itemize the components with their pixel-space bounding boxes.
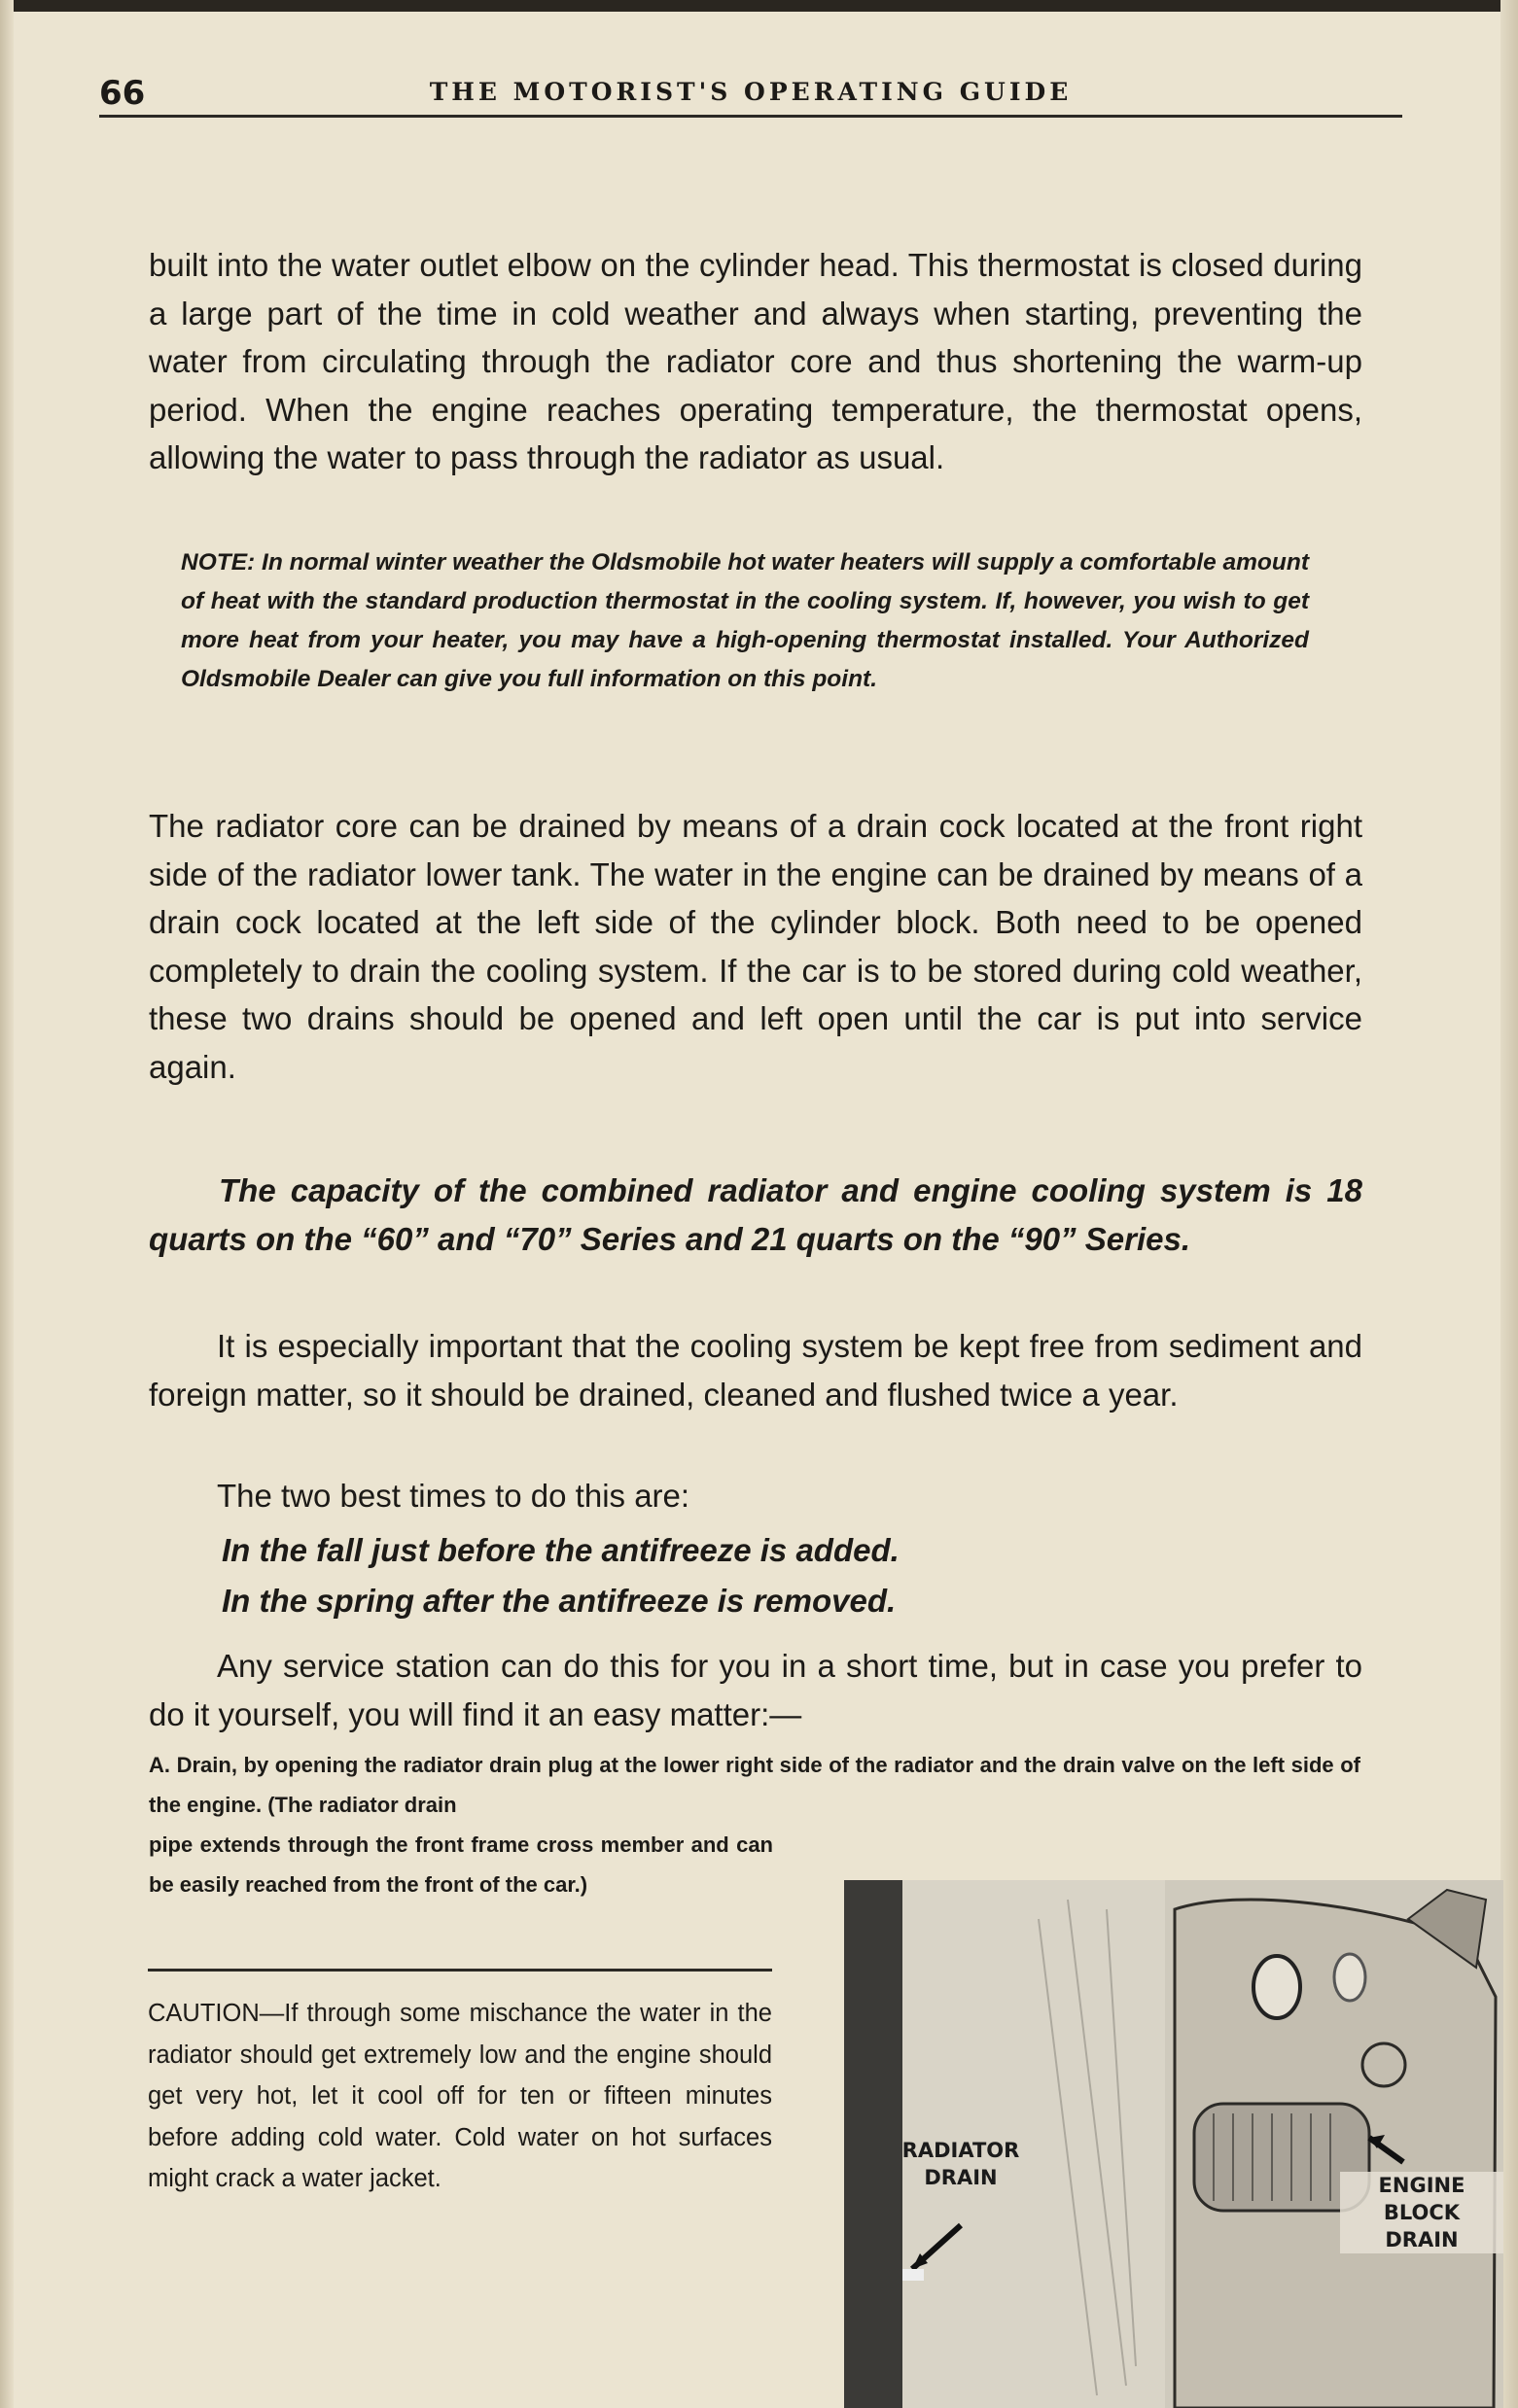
- paragraph-thermostat: built into the water outlet elbow on the cylinder head. This thermostat is closed during a large part of the time in cold weather and always when starting, preventing the water from circulating through the radiator core and thus shortening the warm-up period. When the engine reaches operating temperature, the thermostat opens, allowing the water to pass through the radiator as usual.: [149, 247, 1362, 475]
- radiator-drain-label-line1: RADIATOR: [901, 2139, 1020, 2162]
- time-spring: In the spring after the antifreeze is removed.: [222, 1583, 897, 1619]
- divider-rule: [148, 1969, 772, 1972]
- page-header: [99, 70, 1402, 118]
- radiator-drain-label-line2: DRAIN: [924, 2166, 998, 2189]
- engine-block-drain-label-line1: ENGINE BLOCK: [1378, 2174, 1465, 2224]
- engine-block-drain-label: [1340, 2172, 1503, 2253]
- caution-text: CAUTION—If through some mischance the water in the radiator should get extremely low and the engine should get very hot, let it cool off for ten or fifteen minutes before adding cold water. Cold water on hot surfaces might crack a water jacket.: [148, 2000, 772, 2192]
- step-a-continued: pipe extends through the front frame cross member and can be easily reached from the front of the car.): [149, 1832, 773, 1897]
- note-heater: NOTE: In normal winter weather the Oldsmobile hot water heaters will supply a comfortable amount of heat with the standard production thermostat in the cooling system. If, however, you wish to get more heat from your heater, you may have a high-opening thermostat installed. Your Authorized Oldsmobile Dealer can give you full information on this point.: [181, 549, 1309, 692]
- paragraph-draining: The radiator core can be drained by means of a drain cock located at the front right side of the radiator lower tank. The water in the engine can be drained by means of a drain cock located at the left side of the cylinder block. Both need to be opened completely to drain the cooling system. If the car is to be stored during cold weather, these two drains should be opened and left open until the car is put into service again.: [149, 808, 1362, 1085]
- radiator-drain-label: [898, 2137, 1024, 2191]
- time-fall: In the fall just before the antifreeze is added.: [222, 1532, 900, 1568]
- engine-block-drain-label-line2: DRAIN: [1385, 2228, 1459, 2251]
- running-title: THE MOTORIST'S OPERATING GUIDE: [429, 78, 1073, 106]
- page-edge-left: [0, 0, 14, 2408]
- page-number: 66: [99, 74, 146, 113]
- step-a-intro: A. Drain, by opening the radiator drain plug at the lower right side of the radiator and the drain valve on the left side of the engine. (The radiator drain: [149, 1753, 1360, 1817]
- engine-drain-illustration: [844, 1880, 1503, 2408]
- paragraph-service: Any service station can do this for you in a short time, but in case you prefer to do it yourself, you will find it an easy matter:—: [149, 1648, 1362, 1732]
- paragraph-best-times: The two best times to do this are:: [217, 1478, 690, 1514]
- paragraph-flush: It is especially important that the cooling system be kept free from sediment and foreign matter, so it should be drained, cleaned and flushed twice a year.: [149, 1328, 1362, 1413]
- paragraph-capacity: The capacity of the combined radiator and engine cooling system is 18 quarts on the “60” and “70” Series and 21 quarts on the “90” Series.: [149, 1172, 1362, 1257]
- page-top-edge: [0, 0, 1518, 12]
